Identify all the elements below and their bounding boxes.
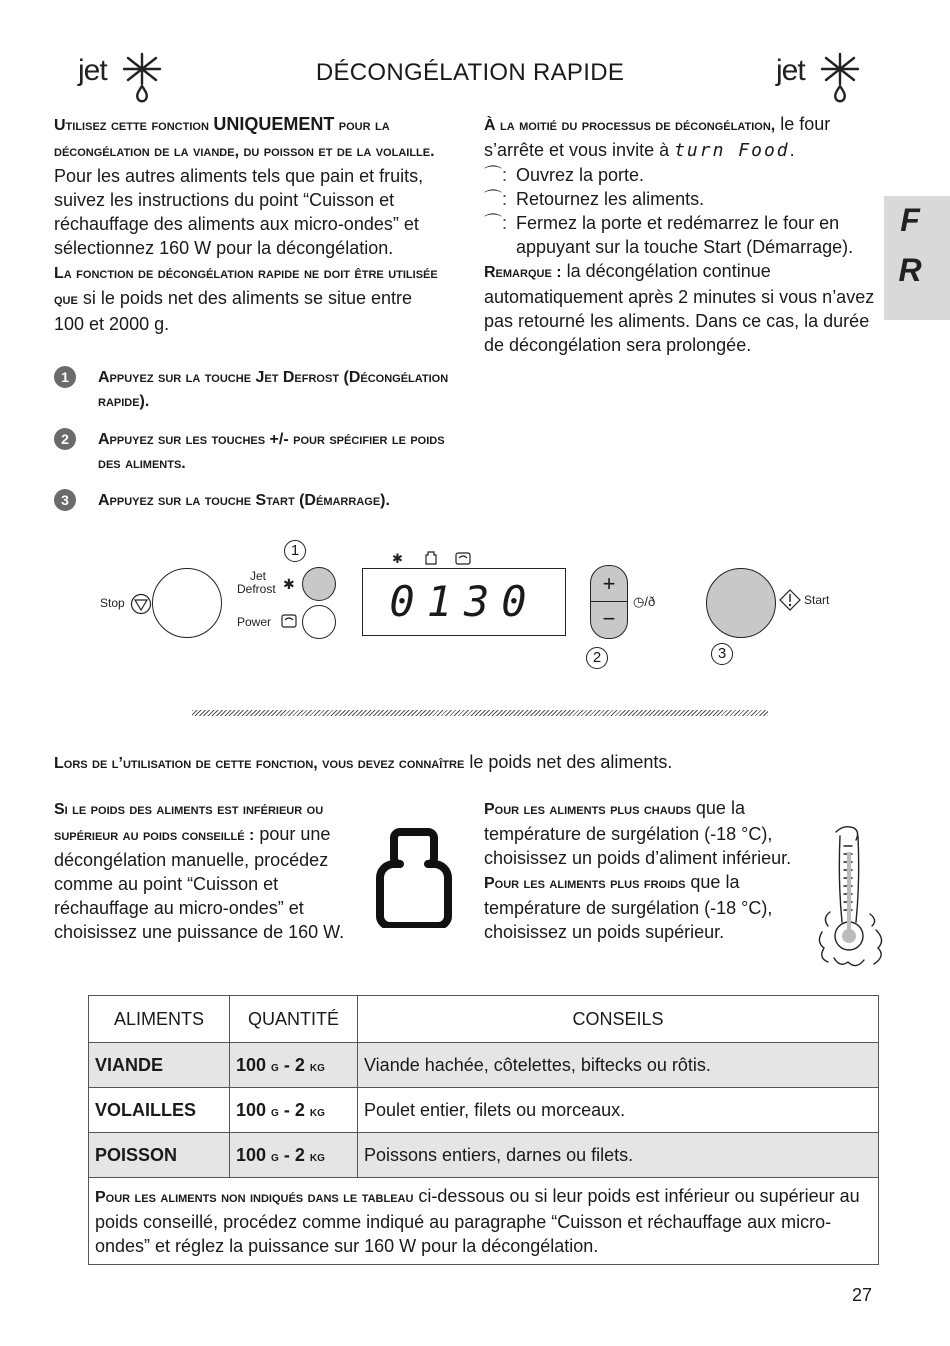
- callout-1: 1: [284, 540, 306, 562]
- weight-adjust-control: [590, 565, 628, 639]
- weight-range-paragraph: La fonction de décongélation rapide ne doit être utilisée que si le poids net des aliments se situe entre 100 et 2000 g.: [54, 265, 438, 334]
- bullet-item: ⌒: Retournez les aliments.: [484, 189, 705, 209]
- power-label: Power: [237, 615, 272, 629]
- jet-logo-left: [78, 50, 168, 105]
- table-row: [89, 1088, 879, 1133]
- microwave-icon: [281, 614, 297, 628]
- hand-pointer-icon: ⌒:: [484, 213, 508, 233]
- manual-defrost-paragraph: Si le poids des aliments est inférieur ou supérieur au poids conseillé : pour une décongélation manuelle, procédez comme au point “Cuisson et réchauffage au micro-ondes” et choisissez une puissance de 160 W.: [54, 801, 345, 942]
- lcd-display: [362, 568, 566, 636]
- colder-foods-paragraph: Pour les aliments plus froids que la température de surgélation (-18 °C), choisissez un poids supérieur.: [484, 872, 773, 942]
- language-letter-r: R: [898, 252, 922, 288]
- table-row: [89, 1133, 879, 1178]
- defrost-label: Defrost: [237, 582, 276, 596]
- header-quantite: QUANTITÉ: [230, 996, 358, 1043]
- plus-button[interactable]: +: [602, 571, 616, 596]
- snowflake-icon: ✱: [283, 576, 295, 592]
- timer-weight-icon: ◷/ð: [633, 594, 656, 609]
- quantity: 100 g - 2 kg: [230, 1133, 358, 1178]
- stop-icon: [130, 593, 152, 615]
- food-name: POISSON: [89, 1133, 230, 1178]
- remark-paragraph: Remarque : la décongélation continue automatiquement après 2 minutes si vous n’avez pas retourné les aliments. Dans ce cas, la durée de décongélation sera prolongée.: [484, 261, 875, 355]
- stop-button[interactable]: [152, 568, 222, 638]
- jet-label: Jet: [250, 569, 267, 583]
- start-icon: [779, 589, 801, 611]
- intro-right: [484, 112, 879, 357]
- tip: Viande hachée, côtelettes, biftecks ou rôtis.: [358, 1043, 879, 1088]
- step-text: Appuyez sur la touche Jet Defrost (Décongélation rapide).: [98, 369, 449, 410]
- jet-logo-right: [776, 50, 866, 105]
- bullet-item: ⌒: Ouvrez la porte.: [484, 165, 645, 185]
- start-label: Start: [804, 593, 830, 607]
- quantity: 100 g - 2 kg: [230, 1088, 358, 1133]
- step-number: 2: [54, 428, 76, 450]
- language-letter-f: F: [900, 202, 920, 238]
- display-value: 0130: [389, 577, 539, 626]
- logo-text: jet: [78, 54, 107, 87]
- thermometer-icon: [814, 822, 888, 970]
- lcd-prompt: turn Food: [674, 140, 790, 161]
- tip: Poulet entier, filets ou morceaux.: [358, 1088, 879, 1133]
- step-text: Appuyez sur la touche Start (Démarrage).: [98, 492, 390, 509]
- weight-icon: [425, 551, 437, 565]
- minus-button[interactable]: −: [602, 606, 616, 631]
- logo-text: jet: [776, 54, 805, 87]
- food-name: VIANDE: [89, 1043, 230, 1088]
- tip: Poissons entiers, darnes ou filets.: [358, 1133, 879, 1178]
- intro-paragraph: Utilisez cette fonction UNIQUEMENT pour la décongélation de la viande, du poisson et de la volaille. Pour les autres aliments tels que pain et fruits, suivez les instructions du point “Cuisson et réchauffage des aliments aux micro-ondes” et sélectionnez 160 W pour la décongélation.: [54, 114, 435, 258]
- microwave-icon: [455, 552, 471, 565]
- header-conseils: CONSEILS: [358, 996, 879, 1043]
- weight-icon: [372, 824, 456, 928]
- temperature-paragraph: [484, 796, 814, 944]
- hand-pointer-icon: ⌒:: [484, 165, 508, 185]
- section-divider: [192, 710, 768, 716]
- weight-lead: Lors de l’utilisation de cette fonction, vous devez connaître le poids net des aliments.: [54, 752, 673, 772]
- step-number: 1: [54, 366, 76, 388]
- hand-pointer-icon: ⌒:: [484, 189, 508, 209]
- step-number: 3: [54, 489, 76, 511]
- jet-star-icon: [120, 50, 164, 105]
- header-aliments: ALIMENTS: [89, 996, 230, 1043]
- callout-2: 2: [586, 647, 608, 669]
- power-button[interactable]: [302, 605, 336, 639]
- jet-star-icon: [818, 50, 862, 105]
- step-text: Appuyez sur les touches +/- pour spécifier le poids des aliments.: [98, 431, 445, 472]
- table-note-row: [89, 1178, 879, 1265]
- start-button[interactable]: [706, 568, 776, 638]
- jet-defrost-button[interactable]: [302, 567, 336, 601]
- control-panel: [90, 535, 880, 675]
- table-note: Pour les aliments non indiqués dans le tableau ci-dessous ou si leur poids est inférieur ou supérieur au poids conseillé, procédez comme indiqué au paragraphe “Cuisson et réchauffage aux micro-ondes” et réglez la puissance sur 160 W pour la décongélation.: [89, 1178, 879, 1265]
- page-number: 27: [852, 1285, 873, 1305]
- defrost-table: [88, 995, 879, 1265]
- callout-3: 3: [711, 643, 733, 665]
- quantity: 100 g - 2 kg: [230, 1043, 358, 1088]
- bullet-item: ⌒: Fermez la porte et redémarrez le four en appuyant sur la touche Start (Démarrage).: [484, 213, 854, 257]
- food-name: VOLAILLES: [89, 1088, 230, 1133]
- intro-left: [54, 112, 446, 336]
- stop-label: Stop: [100, 596, 125, 610]
- language-tab: [884, 196, 950, 320]
- midway-paragraph: À la moitié du processus de décongélation, le four s’arrête et vous invite à turn Food.: [484, 114, 831, 161]
- snowflake-icon: ✱: [392, 551, 403, 566]
- warmer-foods-paragraph: Pour les aliments plus chauds que la température de surgélation (-18 °C), choisissez un poids d’aliment inférieur.: [484, 798, 792, 868]
- page-title: DÉCONGÉLATION RAPIDE: [315, 59, 625, 86]
- table-header-row: [89, 996, 879, 1043]
- table-row: [89, 1043, 879, 1088]
